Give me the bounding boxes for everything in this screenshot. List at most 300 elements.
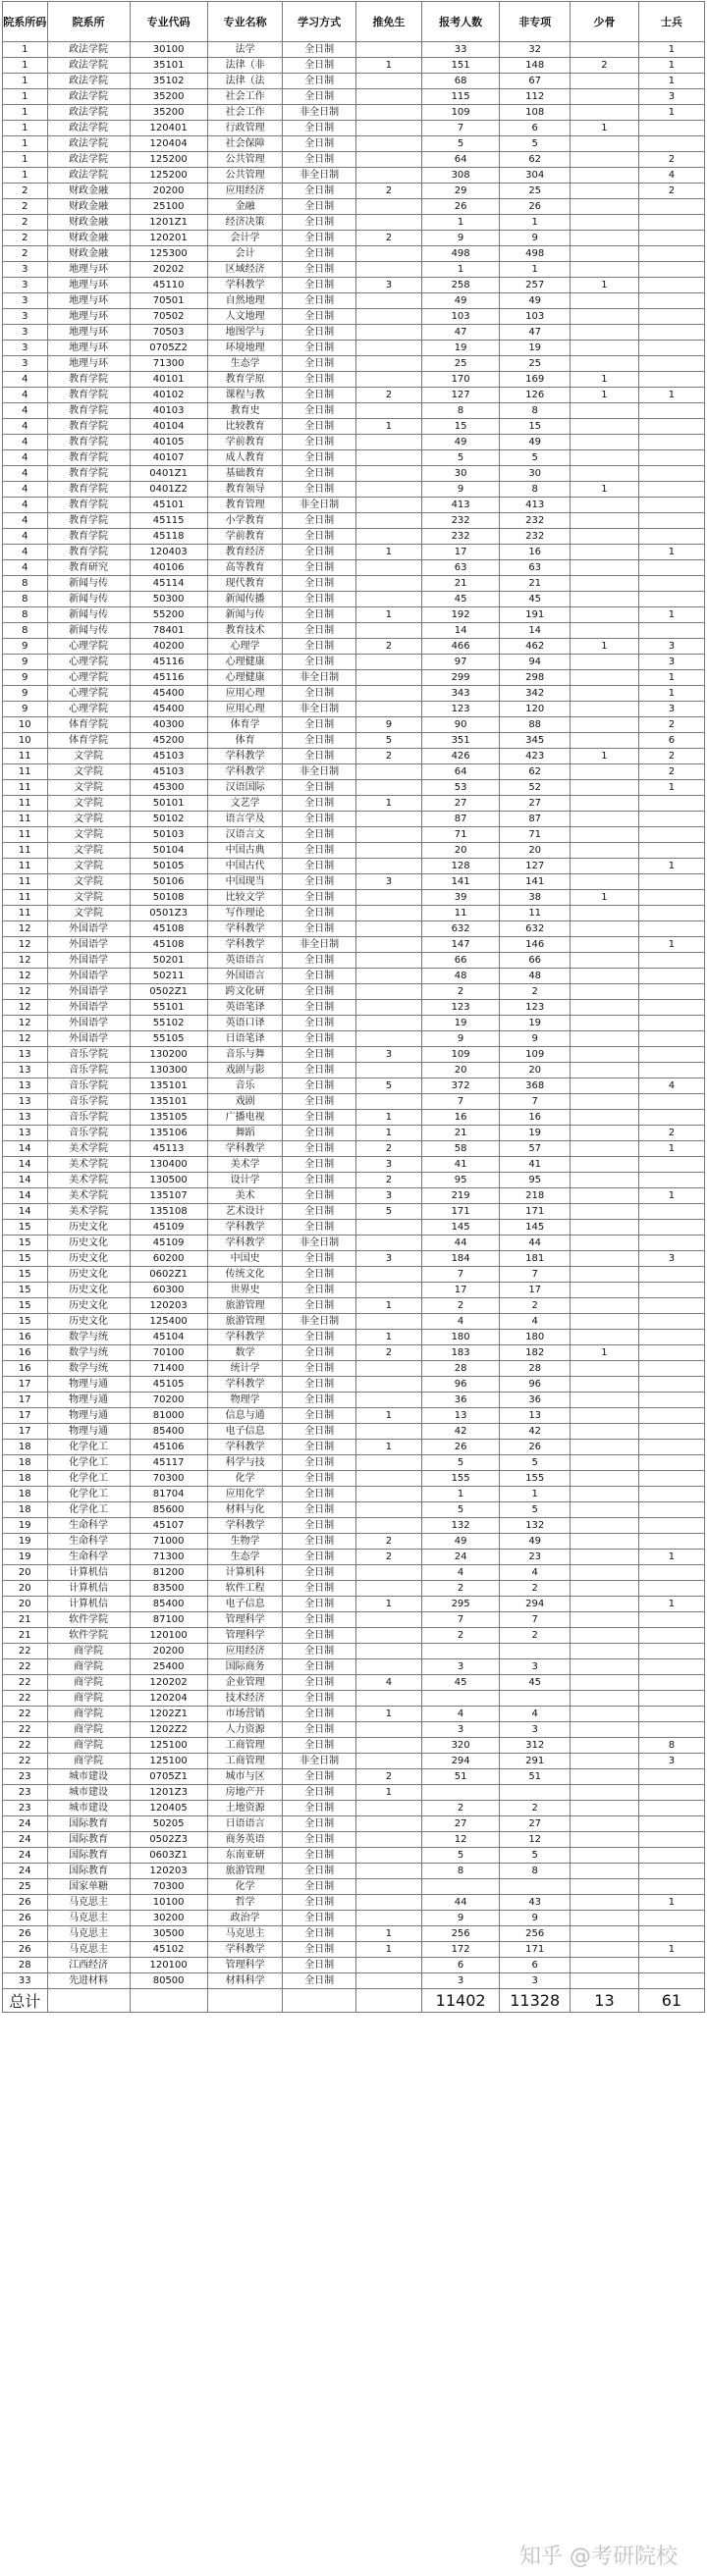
- table-cell: [571, 513, 639, 529]
- table-cell: [571, 325, 639, 341]
- table-cell: 比较教育: [207, 419, 283, 435]
- table-cell: 0705Z1: [130, 1769, 207, 1785]
- table-cell: [571, 309, 639, 325]
- table-cell: 2: [638, 717, 704, 733]
- table-cell: 60300: [130, 1283, 207, 1298]
- table-cell: 全日制: [283, 1110, 355, 1126]
- table-cell: [355, 1235, 421, 1251]
- total-reported: 11402: [422, 1989, 500, 2013]
- table-cell: 2: [355, 1173, 421, 1188]
- table-cell: [638, 1487, 704, 1502]
- table-cell: 体育: [207, 733, 283, 749]
- table-cell: 非全日制: [283, 937, 355, 953]
- table-cell: 70503: [130, 325, 207, 341]
- table-cell: 22: [3, 1644, 48, 1659]
- table-cell: 财政金融: [47, 199, 130, 215]
- total-minority: 13: [571, 1989, 639, 2013]
- table-cell: 63: [422, 560, 500, 576]
- table-cell: [571, 1612, 639, 1628]
- table-cell: 学科教学: [207, 1141, 283, 1157]
- table-row: [3, 482, 705, 498]
- table-cell: [355, 105, 421, 121]
- table-cell: [638, 1832, 704, 1848]
- table-cell: 法律（非: [207, 58, 283, 74]
- table-cell: 课程与教: [207, 388, 283, 403]
- table-cell: 数学与统: [47, 1361, 130, 1377]
- table-cell: 全日制: [283, 1612, 355, 1628]
- table-cell: 外国语学: [47, 984, 130, 1000]
- table-cell: 45113: [130, 1141, 207, 1157]
- table-cell: [571, 1251, 639, 1267]
- table-row: [3, 136, 705, 152]
- table-cell: 地理与环: [47, 293, 130, 309]
- table-cell: 47: [500, 325, 571, 341]
- table-cell: 21: [3, 1612, 48, 1628]
- table-cell: 183: [422, 1345, 500, 1361]
- table-cell: 20: [3, 1597, 48, 1612]
- table-cell: [355, 1063, 421, 1078]
- table-cell: 2: [638, 749, 704, 764]
- table-cell: [638, 1408, 704, 1424]
- table-cell: 9: [3, 686, 48, 702]
- table-cell: 体育学: [207, 717, 283, 733]
- table-row: [3, 1769, 705, 1785]
- table-cell: [638, 435, 704, 450]
- table-cell: [355, 953, 421, 969]
- table-cell: 291: [500, 1754, 571, 1769]
- table-cell: 3: [422, 1973, 500, 1989]
- table-cell: 生态学: [207, 356, 283, 372]
- table-cell: [638, 1675, 704, 1691]
- table-cell: 学科教学: [207, 749, 283, 764]
- table-cell: 全日制: [283, 1078, 355, 1094]
- table-cell: 18: [3, 1455, 48, 1471]
- table-cell: 23: [3, 1785, 48, 1801]
- table-row: [3, 199, 705, 215]
- table-cell: 数学: [207, 1345, 283, 1361]
- table-cell: 1: [638, 1550, 704, 1565]
- table-cell: 英语口译: [207, 1016, 283, 1031]
- table-cell: 4: [3, 372, 48, 388]
- table-cell: 全日制: [283, 1801, 355, 1816]
- table-cell: 2: [500, 1581, 571, 1597]
- table-cell: [638, 498, 704, 513]
- table-cell: 130400: [130, 1157, 207, 1173]
- table-cell: 2: [355, 749, 421, 764]
- table-cell: 基础教育: [207, 466, 283, 482]
- table-cell: [638, 1581, 704, 1597]
- table-cell: [571, 1377, 639, 1393]
- table-cell: 全日制: [283, 812, 355, 827]
- table-cell: 全日制: [283, 1047, 355, 1063]
- table-cell: 3: [638, 1251, 704, 1267]
- table-cell: 14: [422, 623, 500, 639]
- table-cell: 全日制: [283, 1251, 355, 1267]
- table-cell: 135108: [130, 1204, 207, 1220]
- table-cell: 26: [3, 1942, 48, 1958]
- table-cell: 新闻与传: [47, 592, 130, 607]
- table-cell: 全日制: [283, 1958, 355, 1973]
- table-cell: 135105: [130, 1110, 207, 1126]
- table-cell: 国际商务: [207, 1659, 283, 1675]
- table-cell: [571, 450, 639, 466]
- table-cell: 3: [355, 1047, 421, 1063]
- table-cell: 9: [3, 670, 48, 686]
- table-row: [3, 1047, 705, 1063]
- table-cell: [571, 1126, 639, 1141]
- table-cell: [571, 1801, 639, 1816]
- table-cell: [638, 136, 704, 152]
- table-cell: [422, 1691, 500, 1707]
- table-row: [3, 1879, 705, 1895]
- table-cell: 426: [422, 749, 500, 764]
- table-row: [3, 1361, 705, 1377]
- table-cell: [500, 1644, 571, 1659]
- table-cell: [355, 592, 421, 607]
- table-cell: 2: [500, 1298, 571, 1314]
- table-cell: 12: [3, 1031, 48, 1047]
- table-cell: [355, 702, 421, 717]
- table-cell: [638, 1816, 704, 1832]
- table-cell: [638, 560, 704, 576]
- table-cell: [571, 231, 639, 246]
- table-cell: [638, 341, 704, 356]
- table-cell: [571, 1502, 639, 1518]
- table-cell: 22: [3, 1754, 48, 1769]
- table-cell: 23: [3, 1769, 48, 1785]
- table-cell: 学科教学: [207, 1518, 283, 1534]
- table-cell: [571, 42, 639, 58]
- table-cell: 45102: [130, 1942, 207, 1958]
- table-cell: 环境地理: [207, 341, 283, 356]
- table-cell: 21: [500, 576, 571, 592]
- table-cell: [571, 152, 639, 168]
- table-cell: 材料与化: [207, 1502, 283, 1518]
- table-cell: 1: [571, 372, 639, 388]
- table-cell: 教育学院: [47, 403, 130, 419]
- table-cell: 历史文化: [47, 1314, 130, 1330]
- table-row: [3, 796, 705, 812]
- table-cell: 135101: [130, 1078, 207, 1094]
- table-cell: [571, 1173, 639, 1188]
- table-cell: 地理与环: [47, 309, 130, 325]
- table-cell: 全日制: [283, 1330, 355, 1345]
- table-cell: 全日制: [283, 953, 355, 969]
- table-cell: [571, 733, 639, 749]
- table-cell: 全日制: [283, 623, 355, 639]
- table-cell: 22: [3, 1722, 48, 1738]
- table-cell: 11: [3, 859, 48, 874]
- table-cell: 全日制: [283, 1361, 355, 1377]
- table-cell: [355, 435, 421, 450]
- table-cell: 3: [500, 1659, 571, 1675]
- table-cell: 全日制: [283, 1864, 355, 1879]
- table-cell: 49: [500, 1534, 571, 1550]
- watermark: 知乎 @考研院校: [519, 2545, 678, 2569]
- table-cell: 232: [422, 529, 500, 545]
- table-cell: 5: [422, 1848, 500, 1864]
- table-cell: 心理健康: [207, 655, 283, 670]
- table-cell: 320: [422, 1738, 500, 1754]
- table-cell: 地理与环: [47, 356, 130, 372]
- table-cell: 2: [355, 184, 421, 199]
- table-cell: [638, 1047, 704, 1063]
- table-cell: [638, 1864, 704, 1879]
- table-cell: 71000: [130, 1534, 207, 1550]
- table-cell: 70300: [130, 1471, 207, 1487]
- table-cell: 2: [638, 764, 704, 780]
- table-row: [3, 560, 705, 576]
- table-cell: 50101: [130, 796, 207, 812]
- table-cell: 全日制: [283, 749, 355, 764]
- table-cell: 全日制: [283, 717, 355, 733]
- table-cell: 498: [500, 246, 571, 262]
- table-cell: 9: [422, 231, 500, 246]
- table-row: [3, 1518, 705, 1534]
- table-cell: 3: [500, 1973, 571, 1989]
- table-cell: 9: [3, 639, 48, 655]
- table-cell: 169: [500, 372, 571, 388]
- table-body: [3, 42, 705, 1989]
- table-cell: 55200: [130, 607, 207, 623]
- table-cell: [571, 1832, 639, 1848]
- table-cell: 全日制: [283, 1848, 355, 1864]
- table-row: [3, 1078, 705, 1094]
- table-row: [3, 1298, 705, 1314]
- table-cell: 1: [500, 262, 571, 278]
- table-cell: 4: [422, 1707, 500, 1722]
- table-cell: 7: [500, 1094, 571, 1110]
- table-cell: [638, 1283, 704, 1298]
- table-cell: 11: [3, 827, 48, 843]
- table-cell: [355, 136, 421, 152]
- table-cell: 英语语言: [207, 953, 283, 969]
- table-cell: 历史文化: [47, 1220, 130, 1235]
- table-cell: 64: [422, 764, 500, 780]
- table-cell: 管理科学: [207, 1612, 283, 1628]
- table-cell: [571, 1047, 639, 1063]
- table-cell: [571, 1424, 639, 1440]
- table-cell: 设计学: [207, 1173, 283, 1188]
- table-cell: 全日制: [283, 1031, 355, 1047]
- table-cell: 外国语学: [47, 969, 130, 984]
- table-cell: 3: [638, 655, 704, 670]
- table-cell: 120: [500, 702, 571, 717]
- table-cell: 50211: [130, 969, 207, 984]
- table-cell: 8: [422, 1864, 500, 1879]
- table-cell: 汉语国际: [207, 780, 283, 796]
- table-cell: [638, 969, 704, 984]
- table-cell: 17: [422, 1283, 500, 1298]
- table-cell: [355, 246, 421, 262]
- table-cell: 25100: [130, 199, 207, 215]
- table-row: [3, 1345, 705, 1361]
- table-row: [3, 592, 705, 607]
- table-cell: 18: [3, 1471, 48, 1487]
- table-cell: 4: [3, 513, 48, 529]
- table-cell: 2: [422, 1581, 500, 1597]
- table-cell: 312: [500, 1738, 571, 1754]
- table-row: [3, 717, 705, 733]
- table-cell: [355, 576, 421, 592]
- table-cell: [571, 1063, 639, 1078]
- table-cell: 17: [500, 1283, 571, 1298]
- table-cell: 会计学: [207, 231, 283, 246]
- table-cell: 教育学院: [47, 388, 130, 403]
- header-cell: 专业名称: [207, 2, 283, 42]
- table-row: [3, 419, 705, 435]
- table-cell: [355, 215, 421, 231]
- table-cell: 1: [355, 58, 421, 74]
- table-cell: 新闻与传: [47, 607, 130, 623]
- table-cell: [638, 325, 704, 341]
- table-cell: 全日制: [283, 843, 355, 859]
- table-cell: 23: [3, 1801, 48, 1816]
- table-cell: 40106: [130, 560, 207, 576]
- table-cell: [355, 1848, 421, 1864]
- table-cell: 新闻与传: [47, 576, 130, 592]
- table-cell: 45101: [130, 498, 207, 513]
- table-cell: 全日制: [283, 545, 355, 560]
- table-cell: 45109: [130, 1235, 207, 1251]
- header-cell: 学习方式: [283, 2, 355, 42]
- table-cell: 50106: [130, 874, 207, 890]
- table-cell: 96: [500, 1377, 571, 1393]
- table-row: [3, 1440, 705, 1455]
- table-cell: 16: [3, 1361, 48, 1377]
- table-cell: 17: [3, 1408, 48, 1424]
- table-cell: 1: [355, 1330, 421, 1345]
- table-cell: [638, 1298, 704, 1314]
- table-row: [3, 1565, 705, 1581]
- table-cell: [355, 623, 421, 639]
- table-cell: [638, 1848, 704, 1864]
- table-cell: 化学化工: [47, 1502, 130, 1518]
- table-cell: [638, 1031, 704, 1047]
- table-cell: [638, 1801, 704, 1816]
- table-row: [3, 466, 705, 482]
- table-cell: 1: [422, 1487, 500, 1502]
- table-cell: 120203: [130, 1298, 207, 1314]
- table-cell: 马克思主: [47, 1911, 130, 1926]
- table-cell: 24: [3, 1864, 48, 1879]
- table-cell: 1: [638, 1942, 704, 1958]
- table-cell: 金融: [207, 199, 283, 215]
- table-cell: 45103: [130, 749, 207, 764]
- table-cell: 4: [422, 1314, 500, 1330]
- table-cell: 413: [422, 498, 500, 513]
- table-cell: 体育学院: [47, 733, 130, 749]
- table-cell: 10: [3, 733, 48, 749]
- table-cell: 1: [3, 58, 48, 74]
- table-cell: 7: [422, 1267, 500, 1283]
- table-cell: [638, 1565, 704, 1581]
- table-row: [3, 1895, 705, 1911]
- table-cell: 258: [422, 278, 500, 293]
- table-cell: [571, 1141, 639, 1157]
- table-cell: [571, 1675, 639, 1691]
- table-cell: 45: [422, 592, 500, 607]
- table-row: [3, 780, 705, 796]
- table-cell: 2: [355, 1769, 421, 1785]
- table-cell: [571, 1455, 639, 1471]
- table-cell: 全日制: [283, 1565, 355, 1581]
- table-row: [3, 1141, 705, 1157]
- table-cell: 155: [500, 1471, 571, 1487]
- table-row: [3, 686, 705, 702]
- table-cell: 4: [355, 1675, 421, 1691]
- table-cell: 4: [500, 1314, 571, 1330]
- table-cell: 学前教育: [207, 529, 283, 545]
- table-cell: [571, 498, 639, 513]
- table-cell: 国际教育: [47, 1816, 130, 1832]
- table-cell: [571, 1235, 639, 1251]
- table-cell: [355, 498, 421, 513]
- table-cell: 新闻与传: [207, 607, 283, 623]
- header-cell: 院系所: [47, 2, 130, 42]
- table-cell: 20202: [130, 262, 207, 278]
- table-cell: [571, 1911, 639, 1926]
- table-row: [3, 246, 705, 262]
- table-row: [3, 1110, 705, 1126]
- table-cell: [571, 1754, 639, 1769]
- table-cell: 政法学院: [47, 121, 130, 136]
- table-cell: [638, 1769, 704, 1785]
- table-cell: 5: [500, 136, 571, 152]
- table-cell: 70501: [130, 293, 207, 309]
- table-cell: [571, 545, 639, 560]
- table-cell: 全日制: [283, 58, 355, 74]
- table-cell: 64: [422, 152, 500, 168]
- table-cell: 现代教育: [207, 576, 283, 592]
- table-cell: 120100: [130, 1958, 207, 1973]
- table-cell: 3: [3, 341, 48, 356]
- table-cell: 语言学及: [207, 812, 283, 827]
- table-cell: 125300: [130, 246, 207, 262]
- table-cell: [638, 1440, 704, 1455]
- table-cell: 全日制: [283, 1141, 355, 1157]
- table-cell: [638, 1016, 704, 1031]
- table-cell: 生命科学: [47, 1518, 130, 1534]
- table-cell: [355, 121, 421, 136]
- table-cell: 商学院: [47, 1707, 130, 1722]
- table-cell: [638, 1000, 704, 1016]
- table-cell: 45115: [130, 513, 207, 529]
- table-row: [3, 1267, 705, 1283]
- table-cell: 全日制: [283, 309, 355, 325]
- table-cell: 学科教学: [207, 764, 283, 780]
- table-cell: [571, 812, 639, 827]
- table-cell: 14: [3, 1157, 48, 1173]
- table-cell: 非全日制: [283, 1314, 355, 1330]
- table-cell: 15: [422, 419, 500, 435]
- table-cell: 文学院: [47, 859, 130, 874]
- table-cell: 物理与通: [47, 1377, 130, 1393]
- table-cell: 49: [500, 293, 571, 309]
- table-cell: 20: [3, 1565, 48, 1581]
- total-soldier: 61: [638, 1989, 704, 2013]
- table-row: [3, 607, 705, 623]
- table-cell: [355, 1659, 421, 1675]
- table-cell: 12: [3, 1016, 48, 1031]
- table-cell: 2: [355, 1534, 421, 1550]
- table-cell: 旅游管理: [207, 1298, 283, 1314]
- table-cell: 3: [355, 1188, 421, 1204]
- table-row: [3, 1644, 705, 1659]
- table-cell: 87100: [130, 1612, 207, 1628]
- table-cell: [355, 1691, 421, 1707]
- table-cell: [571, 1565, 639, 1581]
